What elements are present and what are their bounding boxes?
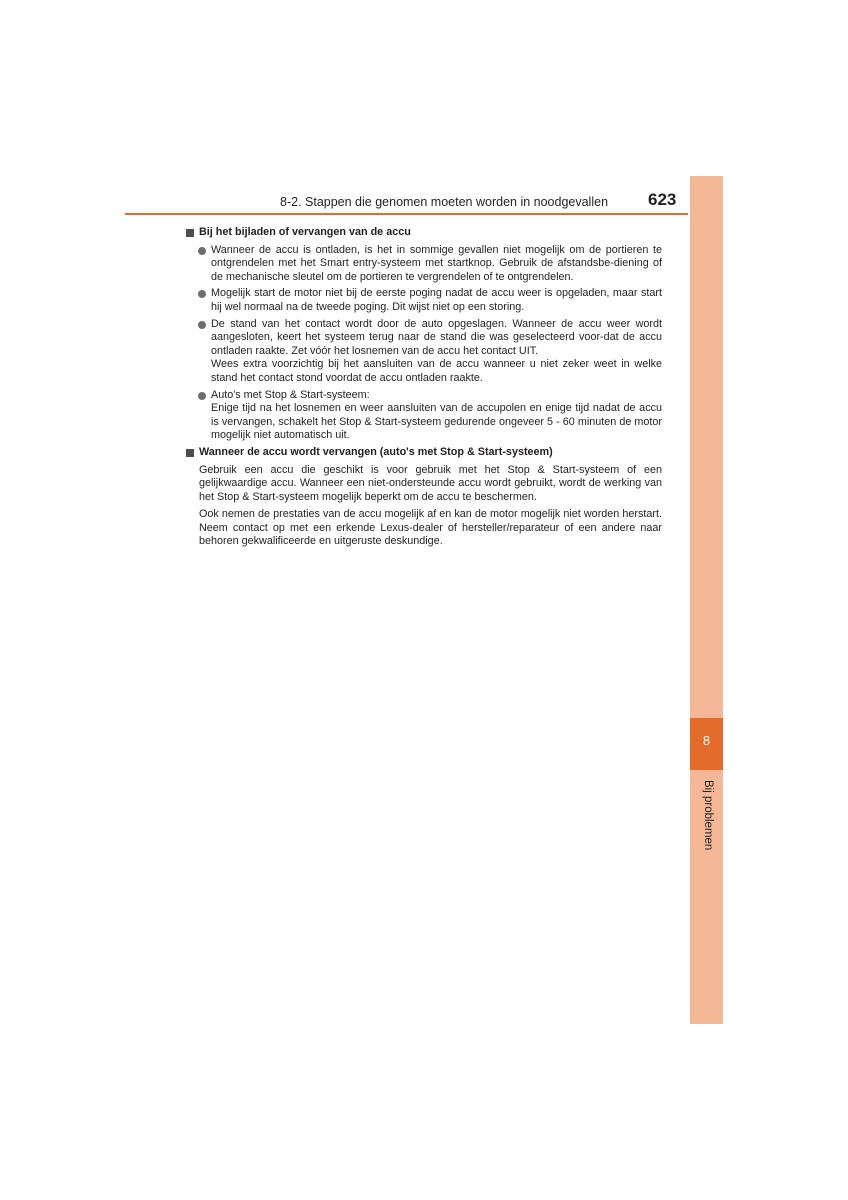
paragraph-text: Gebruik een accu die geschikt is voor gebruik met het Stop & Start-systeem of een gelijkwaardige accu. Wanneer een niet-ondersteunde accu wordt gebruikt, wordt de werking van het Stop & Start-systeem mogelijk beperkt om de accu te beschermen. bbox=[199, 463, 662, 503]
bullet-text: Wees extra voorzichtig bij het aansluiten van de accu wanneer u niet zeker weet in welke stand het contact stond voordat de accu ontladen raakte. bbox=[211, 358, 662, 384]
page-content bbox=[186, 226, 662, 553]
bullet-text: Auto's met Stop & Start-systeem: bbox=[211, 388, 370, 401]
list-item bbox=[186, 389, 662, 443]
round-bullet-icon bbox=[198, 290, 206, 298]
round-bullet-icon bbox=[198, 321, 206, 329]
round-bullet-icon bbox=[198, 247, 206, 255]
header-divider bbox=[125, 213, 688, 215]
chapter-label: Bij problemen bbox=[702, 780, 714, 851]
list-item bbox=[186, 318, 662, 386]
square-bullet-icon bbox=[186, 229, 194, 237]
chapter-side-tab bbox=[690, 176, 723, 1024]
bullet-text: Enige tijd na het losnemen en weer aansluiten van de accupolen en enige tijd nadat de accu is vervangen, schakelt het Stop & Start-systeem gedurende ongeveer 5 - 60 minuten de motor mogelijk niet automatisch uit. bbox=[211, 402, 662, 442]
section-heading-text: Bij het bijladen of vervangen van de accu bbox=[199, 226, 411, 238]
bullet-text: Wanneer de accu is ontladen, is het in sommige gevallen niet mogelijk om de portieren te ontgrendelen met het Smart entry-systeem met startknop. Gebruik de afstandsbe-diening of de mechanische sleutel om de portieren te vergrendelen of te ontgrendelen. bbox=[211, 243, 662, 283]
paragraph-text: Ook nemen de prestaties van de accu mogelijk af en kan de motor mogelijk niet worden herstart. Neem contact op met een erkende Lexus-dealer of hersteller/reparateur of een andere naar behoren gekwalificeerde en uitgeruste deskundige. bbox=[199, 508, 662, 548]
paragraph bbox=[186, 464, 662, 505]
paragraph bbox=[186, 508, 662, 549]
section-heading bbox=[186, 226, 662, 240]
section-heading-text: Wanneer de accu wordt vervangen (auto's met Stop & Start-systeem) bbox=[199, 445, 553, 458]
bullet-text: Mogelijk start de motor niet bij de eerste poging nadat de accu weer is opgeladen, maar start hij wel normaal na de tweede poging. Dit wijst niet op een storing. bbox=[211, 287, 662, 313]
square-bullet-icon bbox=[186, 449, 194, 457]
section-heading bbox=[186, 446, 662, 460]
page-number: 623 bbox=[648, 190, 677, 209]
chapter-number-badge: 8 bbox=[690, 718, 723, 770]
bullet-text: De stand van het contact wordt door de auto opgeslagen. Wanneer de accu weer wordt aangesloten, keert het systeem terug naar de stand die was geselecteerd voor-dat de accu ontladen raakte. Zet vóór het losnemen van de accu het contact UIT. bbox=[211, 317, 662, 357]
round-bullet-icon bbox=[198, 392, 206, 400]
page-header-title: 8-2. Stappen die genomen moeten worden in noodgevallen bbox=[280, 195, 609, 209]
list-item bbox=[186, 287, 662, 314]
list-item bbox=[186, 244, 662, 285]
